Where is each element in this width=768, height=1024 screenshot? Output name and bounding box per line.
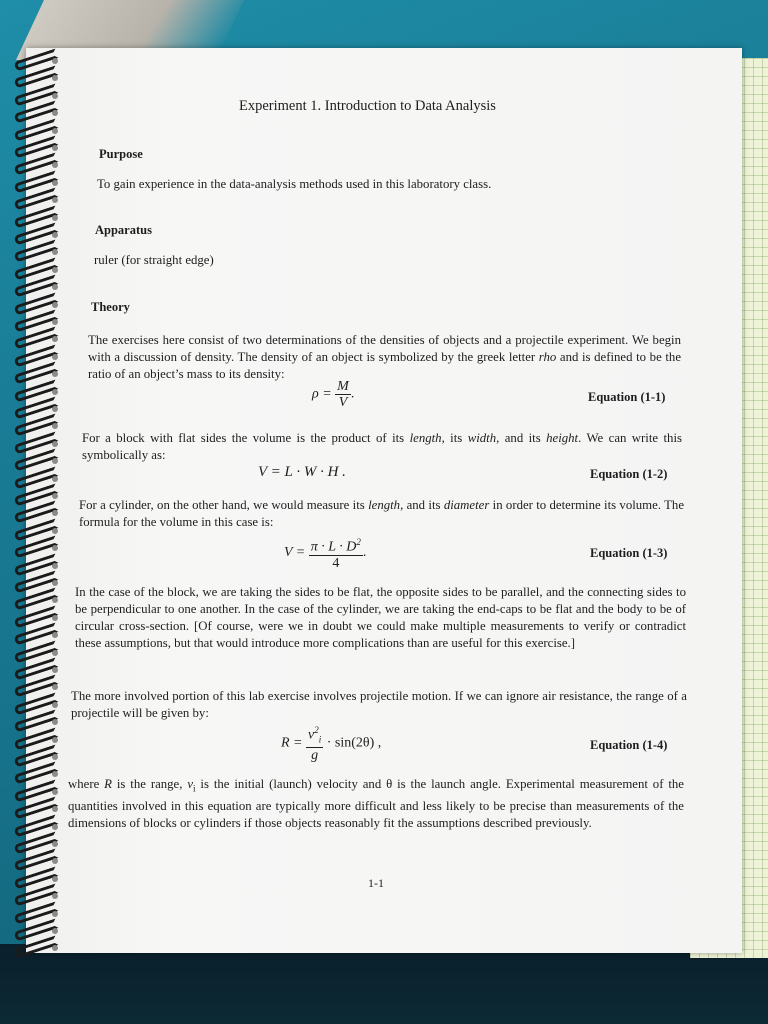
text-run: , and its — [496, 431, 547, 445]
text-emphasis: height — [546, 431, 579, 445]
theory-paragraph-4: In the case of the block, we are taking the sides to be flat, the opposite sides to be parallel, and the connecting sides to be perpendicular to one another. In the case of the cylinder, we are taking the end-caps to be flat and the body to be of circular cross-section. [Of course, were we in doubt we could make multiple measurements to verify or contradict these assumptions, but that would introduce more complications than are useful for this exercise.] — [75, 585, 686, 650]
text-subscript: i — [193, 783, 196, 794]
eq-denominator: g — [311, 748, 319, 764]
text-run: , its — [441, 431, 468, 445]
purpose-text: To gain experience in the data-analysis methods used in this laboratory class. — [97, 177, 492, 191]
text-run: is the initial (launch) velocity and θ is the launch angle. Experimental measurement of the quantities involved in this equation are typically more difficult and less likely to be precise than measurements of the dimensions of blocks or cylinders if those objects reasonably fit the assumptions described previously. — [68, 777, 684, 830]
eq-lhs: V = — [284, 545, 306, 561]
text-emphasis: length — [368, 498, 401, 512]
eq-denominator: 4 — [332, 555, 340, 571]
text-emphasis: length — [409, 431, 442, 445]
text-run: in order to determine its volume. The formula for the volume in this case is: — [79, 498, 685, 529]
eq-denominator: V — [338, 395, 348, 410]
text-emphasis: v — [187, 777, 194, 791]
eq-tail: . — [350, 386, 355, 402]
page-title: Experiment 1. Introduction to Data Analysis — [239, 98, 496, 114]
eq-tail: · sin(2θ) , — [326, 735, 382, 751]
equation-1-4 — [281, 723, 381, 763]
text-emphasis: rho — [538, 350, 557, 364]
text-run: . We can write this symbolically as: — [82, 431, 682, 462]
eq-fraction — [306, 723, 323, 763]
equation-1-1-label: Equation (1-1) — [588, 390, 666, 404]
page-number: 1-1 — [368, 876, 384, 890]
theory-paragraph-3 — [79, 497, 684, 531]
text-run: and is defined to be the ratio of an object’s mass to its density: — [88, 350, 681, 381]
equation-1-3 — [284, 535, 366, 571]
theory-paragraph-2 — [82, 430, 682, 464]
eq-tail: . — [362, 545, 367, 561]
text-run: For a block with flat sides the volume is the product of its — [82, 431, 410, 445]
apparatus-text: ruler (for straight edge) — [94, 253, 214, 267]
text-emphasis: diameter — [443, 498, 490, 512]
equation-1-2-label: Equation (1-2) — [590, 467, 668, 481]
theory-paragraph-5: The more involved portion of this lab exercise involves projectile motion. If we can ignore air resistance, the range of a projectile will be given by: — [71, 689, 687, 720]
text-run: , and its — [400, 498, 444, 512]
equation-1-2: V = L · W · H . — [258, 464, 346, 480]
eq-superscript: 2 — [356, 537, 361, 547]
eq-numerator — [306, 723, 323, 748]
eq-subscript: i — [318, 734, 322, 745]
apparatus-heading: Apparatus — [95, 223, 152, 237]
text-run: For a cylinder, on the other hand, we would measure its — [79, 498, 369, 512]
text-run: is the range, — [111, 777, 188, 791]
eq-numerator-text: v — [308, 727, 315, 743]
theory-paragraph-6 — [68, 776, 684, 832]
text-emphasis: width — [467, 431, 497, 445]
theory-heading: Theory — [91, 300, 130, 314]
eq-lhs: R = — [281, 735, 303, 751]
eq-lhs: ρ = — [312, 386, 332, 402]
equation-1-3-label: Equation (1-3) — [590, 546, 668, 560]
text-emphasis: R — [104, 777, 112, 791]
equation-1-4-label: Equation (1-4) — [590, 738, 668, 752]
eq-superscript: 2 — [314, 725, 319, 735]
equation-1-1 — [312, 379, 354, 410]
eq-fraction — [335, 379, 351, 410]
theory-paragraph-1 — [88, 332, 681, 383]
eq-fraction — [309, 535, 363, 571]
eq-numerator — [309, 535, 363, 556]
text-run: where — [68, 777, 105, 791]
text-run: The exercises here consist of two determinations of the densities of objects and a projectile experiment. We begin with a discussion of density. The density of an object is symbolized by the greek letter — [88, 333, 681, 364]
purpose-heading: Purpose — [99, 147, 143, 161]
eq-numerator-text: π · L · D — [310, 539, 357, 555]
eq-numerator: M — [337, 379, 349, 394]
